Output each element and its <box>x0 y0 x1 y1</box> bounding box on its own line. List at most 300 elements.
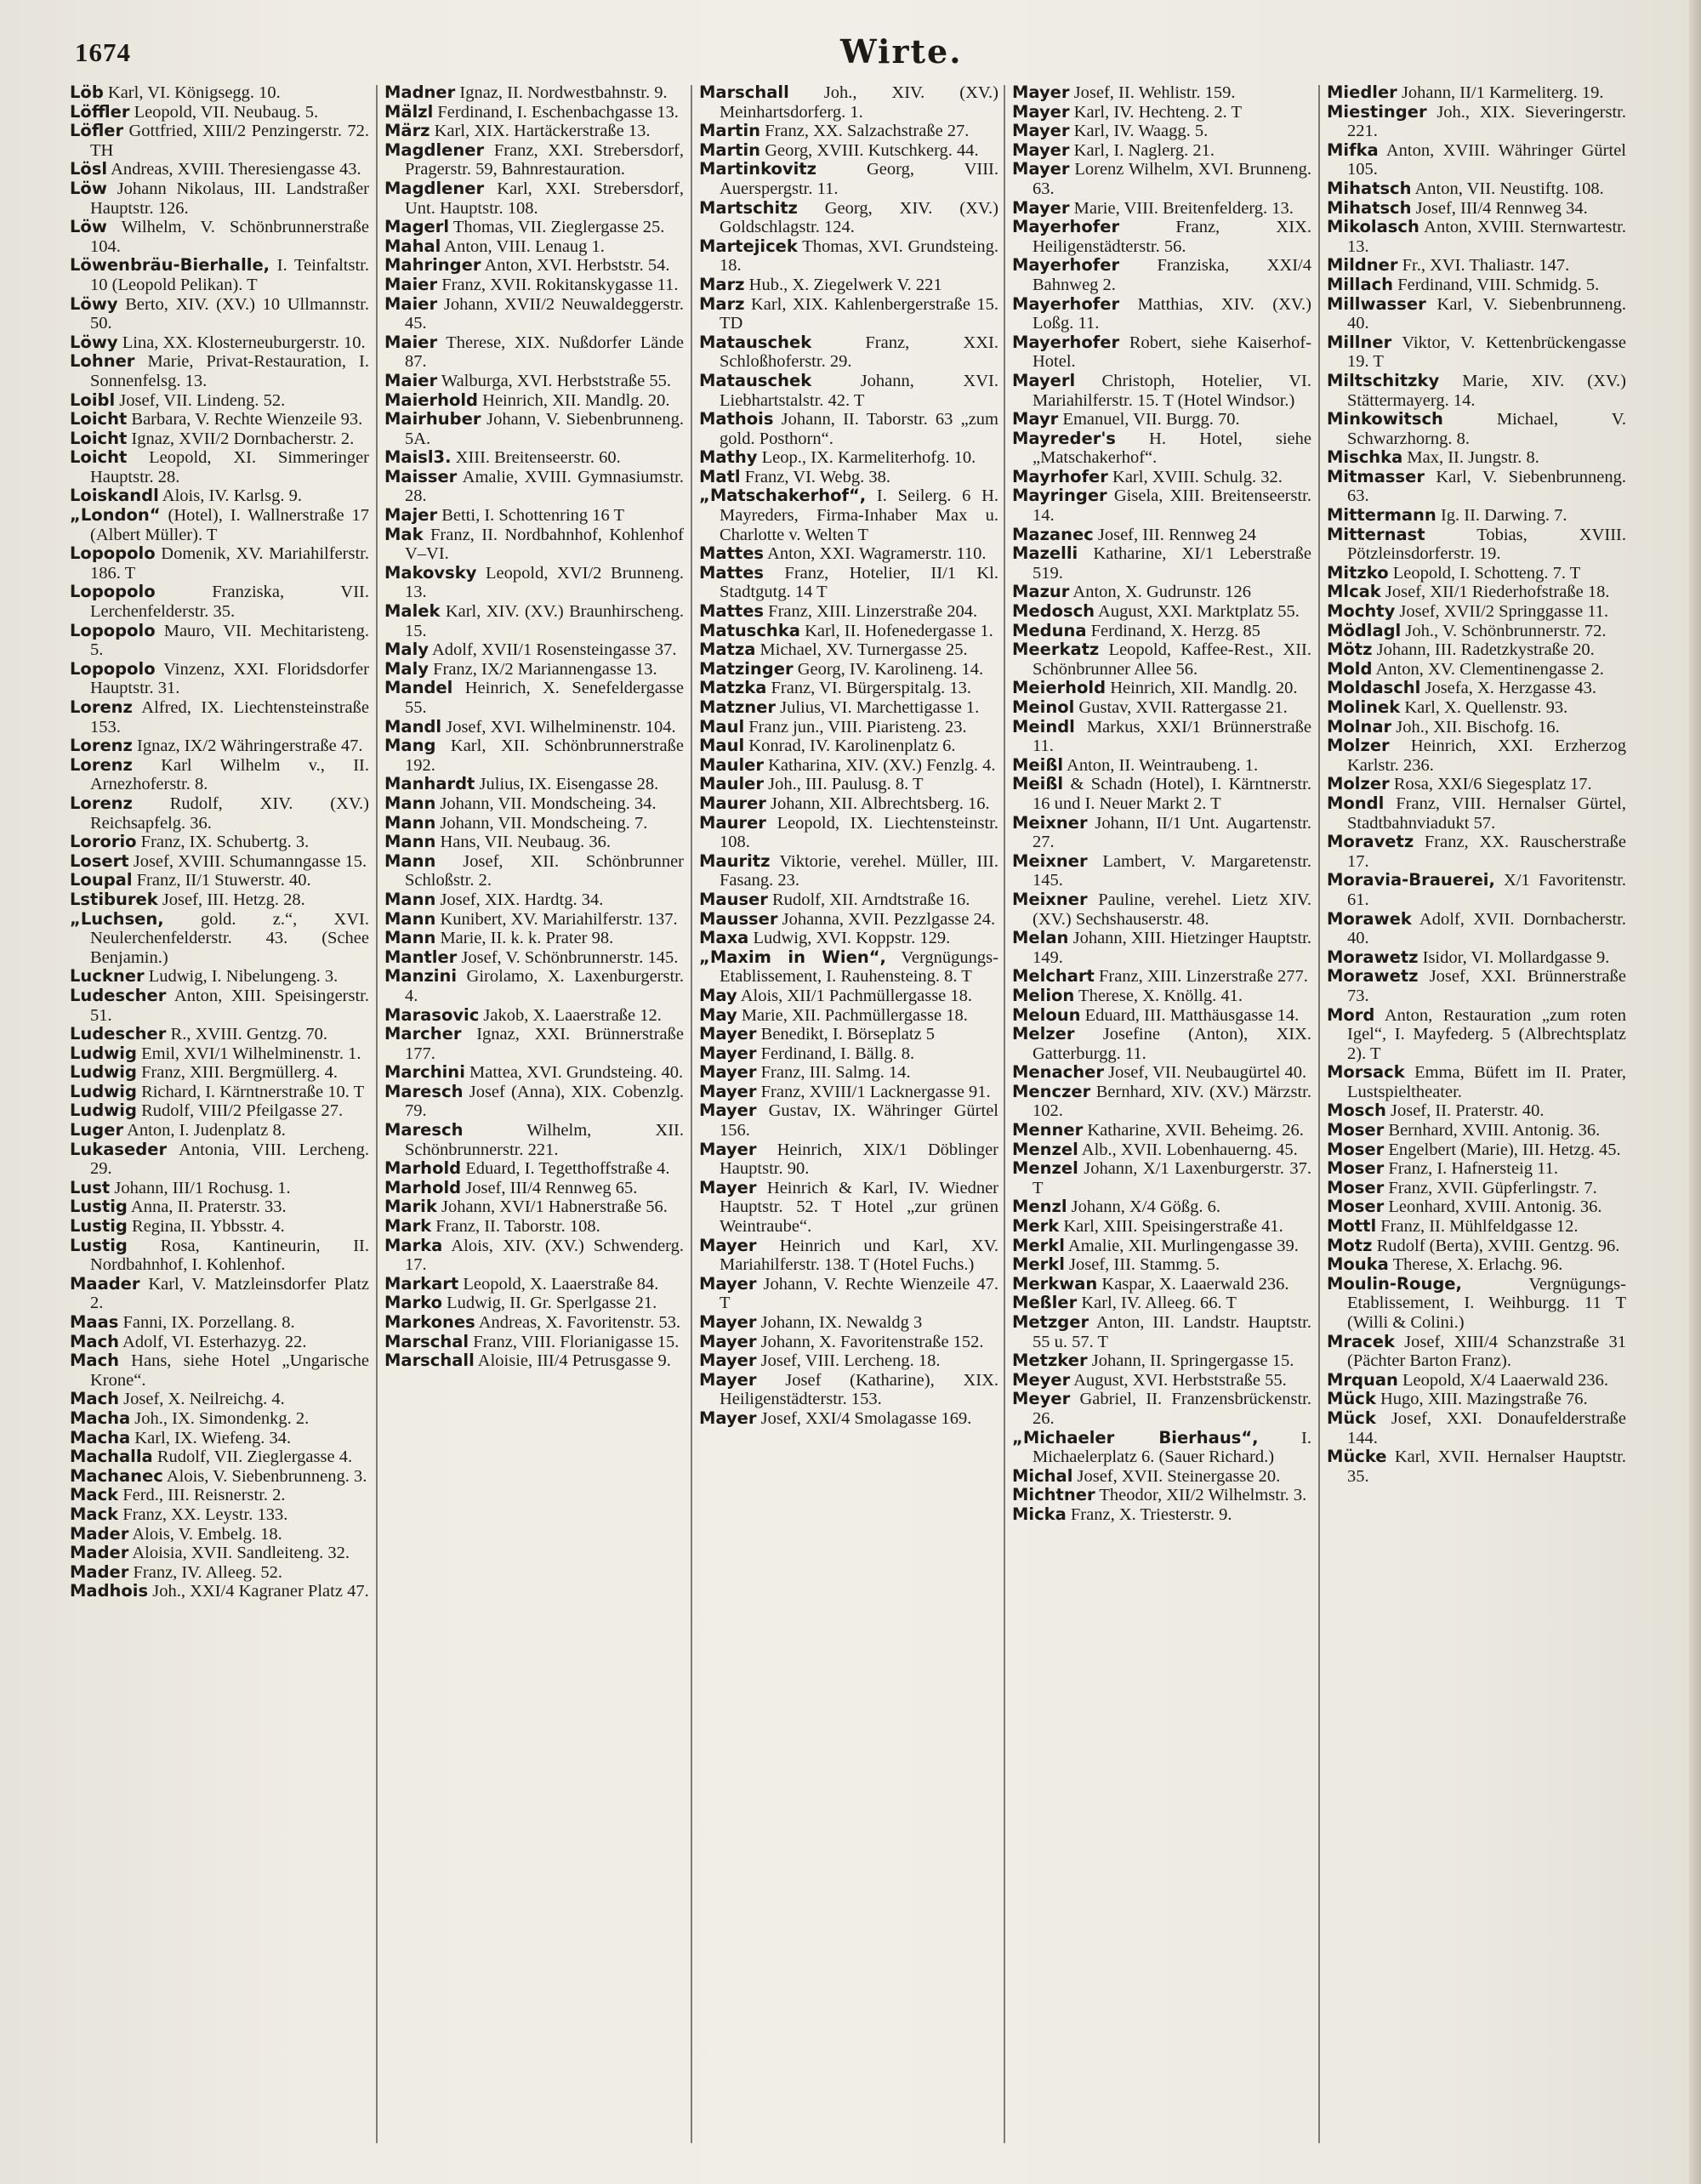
directory-entry <box>1012 333 1311 372</box>
entry-details: Karl, V. Siebenbrunneng. 40. <box>1347 294 1626 333</box>
entry-name: Losert <box>70 850 129 871</box>
entry-details: Heinrich, XII. Mandlg. 20. <box>1110 679 1298 698</box>
directory-column-5 <box>1327 83 1626 2158</box>
directory-entry <box>384 833 684 852</box>
entry-name: Mann <box>384 812 436 833</box>
directory-entry <box>1327 1255 1626 1275</box>
directory-entry <box>384 967 684 1005</box>
directory-entry <box>1012 1371 1311 1391</box>
entry-details: Emil, XVI/1 Wilhelminenstr. 1. <box>141 1044 361 1063</box>
directory-entry <box>384 852 684 890</box>
entry-name: Mayerhofer <box>1012 293 1120 314</box>
directory-entry <box>70 1563 369 1583</box>
entry-name: Maresch <box>384 1120 464 1140</box>
entry-details: Johann, VII. Mondscheing. 7. <box>440 813 648 833</box>
entry-name: Martin <box>699 139 761 160</box>
directory-entry <box>699 276 998 295</box>
entry-name: Mayer <box>699 1351 757 1371</box>
entry-name: Mader <box>70 1523 129 1544</box>
entry-name: Manhardt <box>384 774 475 794</box>
entry-details: Johann, VII. Mondscheing. 34. <box>440 793 657 813</box>
directory-entry <box>1327 910 1626 948</box>
entry-details: Michael, XV. Turnergasse 25. <box>759 640 968 660</box>
entry-details: Antonia, VIII. Lercheng. 29. <box>90 1140 369 1179</box>
entry-name: Mosch <box>1327 1101 1386 1121</box>
entry-details: Fr., XVI. Thaliastr. 147. <box>1402 256 1570 276</box>
entry-details: Anton, XXI. Wagramerstr. 110. <box>767 544 987 564</box>
entry-name: Mark <box>384 1216 432 1237</box>
entry-name: Löw <box>70 178 107 198</box>
directory-entry <box>1012 1159 1311 1197</box>
entry-details: Leopold, XI. Simmeringer Hauptstr. 28. <box>90 448 369 486</box>
entry-details: Joh., XIV. (XV.) Meinhartsdorferg. 1. <box>720 83 998 122</box>
entry-details: Franz, XXI. Strebersdorf, Pragerstr. 59, Bahnrestauration. <box>405 140 684 179</box>
entry-name: Meyer <box>1012 1389 1071 1409</box>
directory-entry <box>699 372 998 410</box>
directory-entry <box>1327 737 1626 775</box>
entry-details: Johann, II/1 Unt. Augartenstr. 27. <box>1033 813 1311 852</box>
directory-entry <box>384 122 684 141</box>
directory-entry <box>1012 1006 1311 1026</box>
entry-name: Meixner <box>1012 889 1088 909</box>
entry-name: Mayer <box>699 1273 757 1294</box>
entry-name: Mitternast <box>1327 524 1425 544</box>
entry-name: Loicht <box>70 409 128 429</box>
entry-details: gold. z.“, XVI. Neulerchenfelderstr. 43. (Schee Benjamin.) <box>90 909 369 967</box>
entry-name: Mayrhofer <box>1012 466 1108 486</box>
directory-entry <box>384 1351 684 1371</box>
directory-entry <box>1327 1179 1626 1198</box>
entry-details: Karl, II. Hofenedergasse 1. <box>805 621 993 640</box>
entry-name: Marschal <box>384 1331 469 1351</box>
entry-name: Medosch <box>1012 601 1095 622</box>
directory-entry <box>1327 410 1626 448</box>
entry-details: Karl, IV. Waagg. 5. <box>1073 122 1209 141</box>
entry-name: Marka <box>384 1235 443 1255</box>
entry-name: Morsack <box>1327 1062 1405 1083</box>
entry-name: Mayerl <box>1012 370 1076 390</box>
directory-entry <box>1327 583 1626 602</box>
entry-details: Leopold, X/4 Laaerwald 236. <box>1402 1370 1608 1390</box>
entry-name: Mitzko <box>1327 562 1389 583</box>
directory-entry <box>1327 179 1626 199</box>
directory-entry <box>384 276 684 295</box>
directory-entry <box>70 1179 369 1198</box>
entry-name: Mann <box>384 889 436 909</box>
entry-name: Mück <box>1327 1408 1376 1428</box>
entry-details: Joh., V. Schönbrunnerstr. 72. <box>1405 621 1607 640</box>
directory-entry <box>384 718 684 737</box>
directory-entry <box>384 602 684 640</box>
entry-details: Joh., III. Paulusg. 8. T <box>768 775 924 794</box>
directory-entry <box>1012 1429 1311 1467</box>
directory-entry <box>1327 103 1626 141</box>
entry-name: Mann <box>384 793 436 813</box>
directory-entry <box>1012 1217 1311 1237</box>
directory-entry <box>1012 1486 1311 1505</box>
entry-name: Ludescher <box>70 1024 167 1044</box>
directory-entry <box>699 410 998 448</box>
entry-details: Joh., IX. Simondenkg. 2. <box>134 1408 310 1428</box>
entry-details: Karl, XXI. Strebersdorf, Unt. Hauptstr. 108. <box>405 179 684 218</box>
entry-details: Josef, III/4 Rennweg 34. <box>1415 198 1588 218</box>
entry-name: Löffler <box>70 101 130 122</box>
directory-entry <box>699 660 998 680</box>
directory-entry <box>1012 1294 1311 1313</box>
entry-name: Meißl <box>1012 774 1064 794</box>
directory-entry <box>699 1371 998 1409</box>
entry-name: Loupal <box>70 870 133 890</box>
entry-details: Leopold, IX. Liechtensteinstr. 108. <box>720 813 998 852</box>
entry-name: Michtner <box>1012 1485 1095 1505</box>
entry-name: Meinol <box>1012 697 1075 717</box>
directory-entry <box>1012 756 1311 776</box>
directory-entry <box>1012 698 1311 718</box>
entry-details: Franz, II. Mühlfeldgasse 12. <box>1380 1217 1579 1237</box>
entry-name: Mattes <box>699 543 765 564</box>
directory-entry <box>699 987 998 1006</box>
entry-details: Josef, XVI. Wilhelminenstr. 104. <box>446 717 676 737</box>
directory-entry <box>70 1275 369 1313</box>
entry-name: „Maxim in Wien“, <box>699 947 886 967</box>
entry-name: Mattes <box>699 601 765 622</box>
entry-name: Melzer <box>1012 1024 1075 1044</box>
entry-name: Moser <box>1327 1120 1385 1140</box>
entry-details: Johann, II/1 Karmeliterg. 19. <box>1401 83 1604 102</box>
entry-details: Ferd., III. Reisnerstr. 2. <box>122 1486 286 1505</box>
entry-name: Mazelli <box>1012 543 1078 564</box>
directory-entry <box>384 640 684 660</box>
entry-name: Lorenz <box>70 736 133 756</box>
entry-name: Mathy <box>699 447 758 468</box>
directory-entry <box>384 1179 684 1198</box>
entry-details: Franz jun., VIII. Piaristeng. 23. <box>748 717 967 737</box>
entry-name: Maly <box>384 658 429 679</box>
entry-details: Bernhard, XIV. (XV.) Märzstr. 102. <box>1033 1082 1311 1121</box>
entry-details: Franz, XX. Leystr. 133. <box>122 1504 288 1524</box>
entry-details: Josef, VII. Neubaugürtel 40. <box>1108 1063 1307 1083</box>
entry-details: Franziska, XXI/4 Bahnweg 2. <box>1033 256 1311 294</box>
entry-details: Franz, II. Taborstr. 108. <box>435 1217 600 1237</box>
entry-name: Magerl <box>384 217 450 237</box>
directory-entry <box>1327 1101 1626 1121</box>
directory-entry <box>699 237 998 276</box>
entry-name: Mann <box>384 928 436 948</box>
entry-name: Moser <box>1327 1197 1385 1217</box>
entry-name: Mrquan <box>1327 1369 1398 1390</box>
entry-details: Franz, XIII. Bergmüllerg. 4. <box>141 1063 338 1083</box>
entry-name: Meindl <box>1012 716 1075 737</box>
directory-entry <box>1012 1351 1311 1371</box>
directory-entry <box>384 1063 684 1083</box>
directory-entry <box>70 448 369 486</box>
entry-name: Lustig <box>70 1235 128 1255</box>
entry-name: Madhois <box>70 1581 149 1601</box>
entry-details: Aloisia, XVII. Sandleiteng. 32. <box>132 1544 350 1563</box>
directory-entry <box>70 910 369 968</box>
directory-entry <box>70 660 369 698</box>
entry-name: Martin <box>699 121 761 141</box>
directory-entry <box>1327 1063 1626 1101</box>
directory-entry <box>699 1179 998 1237</box>
directory-entry <box>1012 1275 1311 1294</box>
entry-name: Mifka <box>1327 139 1379 160</box>
entry-details: Adolf, VI. Esterhazyg. 22. <box>122 1332 307 1351</box>
directory-entry <box>70 1409 369 1429</box>
entry-details: Karl, X. Quellenstr. 93. <box>1404 698 1568 717</box>
entry-name: Loicht <box>70 447 128 468</box>
entry-name: Mayer <box>699 1369 757 1390</box>
entry-details: Alois, IV. Karlsg. 9. <box>162 486 302 506</box>
entry-name: Mayer <box>699 1408 757 1428</box>
entry-details: Georg, VIII. Auerspergstr. 11. <box>720 160 998 198</box>
directory-entry <box>70 295 369 333</box>
entry-name: Mahal <box>384 236 441 256</box>
entry-name: Mödlagl <box>1327 620 1402 640</box>
directory-entry <box>70 1140 369 1179</box>
entry-name: Melan <box>1012 928 1069 948</box>
entry-name: Mälzl <box>384 101 434 122</box>
entry-details: Emma, Büfett im II. Prater, Lustspieltheater. <box>1347 1063 1626 1101</box>
entry-name: Matza <box>699 640 756 660</box>
directory-entry <box>1327 718 1626 737</box>
entry-details: Johann, III. Radetzkystraße 20. <box>1376 640 1595 660</box>
entry-name: Lorenz <box>70 697 133 717</box>
entry-details: Anton, XV. Clementinengasse 2. <box>1375 659 1604 679</box>
entry-name: Marchini <box>384 1062 465 1083</box>
entry-details: Karl, I. Naglerg. 21. <box>1073 140 1215 160</box>
entry-details: Richard, I. Kärntnerstraße 10. T <box>141 1082 365 1101</box>
entry-name: Ludwig <box>70 1043 137 1063</box>
directory-entry <box>699 1275 998 1313</box>
entry-name: Moldaschl <box>1327 678 1421 698</box>
directory-entry <box>384 391 684 411</box>
entry-name: Menner <box>1012 1120 1084 1140</box>
entry-name: Lukaseder <box>70 1139 168 1159</box>
entry-name: Löwy <box>70 332 118 352</box>
directory-entry <box>699 83 998 122</box>
entry-details: Konrad, IV. Karolinenplatz 6. <box>748 737 956 756</box>
directory-entry <box>70 333 369 353</box>
directory-entry <box>70 1486 369 1505</box>
entry-details: Johann Nikolaus, III. Landstraßer Hauptstr. 126. <box>90 179 369 218</box>
directory-entry <box>699 295 998 333</box>
directory-entry <box>70 1447 369 1467</box>
entry-details: Franz, III. Salmg. 14. <box>760 1063 911 1083</box>
entry-details: Max, II. Jungstr. 8. <box>1407 448 1539 468</box>
entry-name: Marasovic <box>384 1004 480 1025</box>
entry-details: Matthias, XIV. (XV.) Loßg. 11. <box>1033 294 1311 333</box>
directory-entry <box>384 506 684 526</box>
directory-entry <box>699 775 998 794</box>
entry-details: Jakob, X. Laaerstraße 12. <box>483 1005 662 1025</box>
entry-details: Heinrich, X. Senefeldergasse 55. <box>405 679 684 717</box>
directory-entry <box>1327 218 1626 256</box>
directory-entry <box>384 660 684 680</box>
entry-name: Mazur <box>1012 582 1070 602</box>
directory-entry <box>699 1333 998 1352</box>
directory-entry <box>384 564 684 602</box>
directory-entry <box>70 1025 369 1044</box>
directory-entry <box>1327 256 1626 276</box>
entry-name: Löb <box>70 83 104 102</box>
directory-entry <box>1012 1467 1311 1487</box>
entry-name: Morawetz <box>1327 966 1419 987</box>
directory-entry <box>1012 987 1311 1006</box>
directory-entry <box>1012 852 1311 890</box>
entry-details: Hans, VII. Neubaug. 36. <box>440 833 612 852</box>
directory-entry <box>1012 929 1311 967</box>
directory-entry <box>384 775 684 794</box>
entry-name: Mayer <box>699 1081 757 1101</box>
entry-name: Miestinger <box>1327 101 1427 122</box>
directory-column-4 <box>1012 83 1311 2158</box>
entry-name: Mayer <box>699 1043 757 1063</box>
directory-entry <box>1327 1197 1626 1217</box>
entry-details: Mattea, XVI. Grundsteing. 40. <box>469 1063 684 1083</box>
entry-name: Mildner <box>1327 255 1398 276</box>
entry-details: Franz, XVII. Güpferlingstr. 7. <box>1388 1178 1597 1197</box>
entry-name: Lopopolo <box>70 658 156 679</box>
entry-details: Berto, XIV. (XV.) 10 Ullmannstr. 50. <box>90 294 369 333</box>
entry-details: Amalie, XVIII. Gymnasiumstr. 28. <box>405 467 684 506</box>
entry-details: Anton, XIII. Speisingerstr. 51. <box>90 986 369 1025</box>
directory-entry <box>699 1044 998 1064</box>
entry-details: Anton, XVIII. Sternwartestr. 13. <box>1347 218 1626 256</box>
directory-entry <box>70 737 369 756</box>
directory-entry <box>1327 1217 1626 1237</box>
entry-details: Johann, X/1 Laxenburgerstr. 37. T <box>1033 1159 1311 1197</box>
entry-name: Mayer <box>1012 101 1070 122</box>
entry-details: Ignaz, II. Nordwestbahnstr. 9. <box>459 83 668 102</box>
entry-details: Vinzenz, XXI. Floridsdorfer Hauptstr. 31. <box>90 659 369 698</box>
directory-entry <box>70 622 369 660</box>
directory-entry <box>1012 1140 1311 1160</box>
entry-details: Josef, XVIII. Schumanngasse 15. <box>133 851 367 871</box>
entry-name: Molnar <box>1327 716 1392 737</box>
entry-name: Melchart <box>1012 966 1095 987</box>
directory-entry <box>70 429 369 449</box>
entry-name: Ludescher <box>70 985 167 1005</box>
directory-entry <box>1327 295 1626 333</box>
entry-details: Franz, IX. Schubertg. 3. <box>140 833 310 852</box>
directory-entry <box>384 295 684 333</box>
directory-entry <box>384 1006 684 1026</box>
directory-entry <box>1012 1121 1311 1140</box>
entry-name: Mord <box>1327 1004 1375 1025</box>
entry-name: Matauschek <box>699 332 812 352</box>
entry-details: Karl, XVII. Hernalser Hauptstr. 35. <box>1347 1447 1626 1486</box>
entry-details: Gustav, IX. Währinger Gürtel 156. <box>720 1101 998 1140</box>
entry-details: Johann, XVI. Liebhartstalstr. 42. T <box>720 371 998 410</box>
directory-entry <box>699 160 998 198</box>
directory-entry <box>1327 448 1626 468</box>
entry-details: Karl, XIX. Hartäckerstraße 13. <box>434 122 651 141</box>
entry-details: Anton, VII. Neustiftg. 108. <box>1414 179 1604 198</box>
entry-name: Malek <box>384 601 441 622</box>
entry-details: Johann, XIII. Hietzinger Hauptstr. 149. <box>1033 929 1311 967</box>
entry-details: (Hotel), I. Wallnerstraße 17 (Albert Müller). T <box>90 506 369 544</box>
entry-name: Maier <box>384 332 438 352</box>
directory-entry <box>699 679 998 698</box>
entry-name: Ludwig <box>70 1081 137 1101</box>
entry-details: Pauline, verehel. Lietz XIV. (XV.) Sechshauserstr. 48. <box>1033 890 1311 929</box>
entry-name: Lopopolo <box>70 620 156 640</box>
entry-details: Robert, siehe Kaiserhof-Hotel. <box>1033 333 1311 372</box>
directory-entry <box>699 756 998 776</box>
directory-entry <box>70 890 369 910</box>
directory-entry <box>1012 1025 1311 1063</box>
entry-details: Rosa, XXI/6 Siegesplatz 17. <box>1393 775 1592 794</box>
entry-name: „Matschakerhof“, <box>699 486 867 506</box>
directory-entry <box>699 948 998 987</box>
directory-entry <box>699 1140 998 1179</box>
entry-details: Heinrich, XXI. Erzherzog Karlstr. 236. <box>1347 737 1626 775</box>
entry-name: Maier <box>384 293 438 314</box>
page-number: 1674 <box>75 37 131 67</box>
entry-details: Therese, XIX. Nußdorfer Lände 87. <box>405 333 684 372</box>
entry-details: Johann, IX. Newaldg 3 <box>760 1313 923 1332</box>
entry-details: Heinrich und Karl, XV. Mariahilferstr. 138. T (Hotel Fuchs.) <box>720 1236 998 1275</box>
entry-details: Georg, IV. Karolineng. 14. <box>797 659 984 679</box>
directory-entry <box>70 1237 369 1275</box>
directory-entry <box>1327 1333 1626 1371</box>
directory-entry <box>699 1351 998 1371</box>
entry-name: Mahringer <box>384 255 481 276</box>
directory-entry <box>384 237 684 257</box>
directory-entry <box>1327 1159 1626 1179</box>
entry-name: Mayer <box>1012 139 1070 160</box>
entry-details: Franz, XX. Rauscherstraße 17. <box>1347 833 1626 871</box>
entry-name: Marko <box>384 1293 443 1313</box>
entry-details: Hans, siehe Hotel „Ungarische Krone“. <box>90 1351 369 1390</box>
directory-entry <box>1012 602 1311 622</box>
entry-name: Maul <box>699 736 745 756</box>
entry-details: Josefa, X. Herzgasse 43. <box>1425 679 1596 698</box>
entry-name: Miedler <box>1327 83 1397 102</box>
entry-name: Mach <box>70 1331 120 1351</box>
entry-details: Johann, XII. Albrechtsberg. 16. <box>771 793 990 813</box>
entry-details: I. Seilerg. 6 H. Mayreders, Firma-Inhaber Max u. Charlotte v. Welten T <box>720 486 998 544</box>
entry-name: Mayer <box>699 1062 757 1083</box>
directory-entry <box>70 1429 369 1448</box>
entry-details: Josef, XXI. Brünnerstraße 73. <box>1347 967 1626 1005</box>
entry-name: Mann <box>384 832 436 852</box>
entry-details: Gabriel, II. Franzensbrückenstr. 26. <box>1033 1390 1311 1428</box>
directory-entry <box>1012 1255 1311 1275</box>
directory-columns <box>70 83 1669 2158</box>
entry-name: Löfler <box>70 121 124 141</box>
directory-entry <box>384 948 684 968</box>
entry-name: Mayer <box>699 1235 757 1255</box>
directory-entry <box>384 1217 684 1237</box>
directory-entry <box>1012 640 1311 679</box>
entry-name: Mold <box>1327 658 1373 679</box>
directory-entry <box>70 698 369 737</box>
directory-entry <box>1327 1390 1626 1409</box>
directory-entry <box>1012 890 1311 929</box>
entry-name: Marik <box>384 1197 437 1217</box>
entry-name: Lustig <box>70 1216 128 1237</box>
entry-name: Marz <box>699 274 745 294</box>
directory-entry <box>384 218 684 237</box>
directory-entry <box>1012 718 1311 756</box>
directory-entry <box>70 218 369 256</box>
directory-entry <box>70 871 369 890</box>
entry-details: Michael, V. Schwarzhorng. 8. <box>1347 410 1626 448</box>
entry-details: Heinrich & Karl, IV. Wiedner Hauptstr. 52. T Hotel „zur grünen Weintraube“. <box>720 1178 998 1237</box>
directory-entry <box>384 929 684 948</box>
